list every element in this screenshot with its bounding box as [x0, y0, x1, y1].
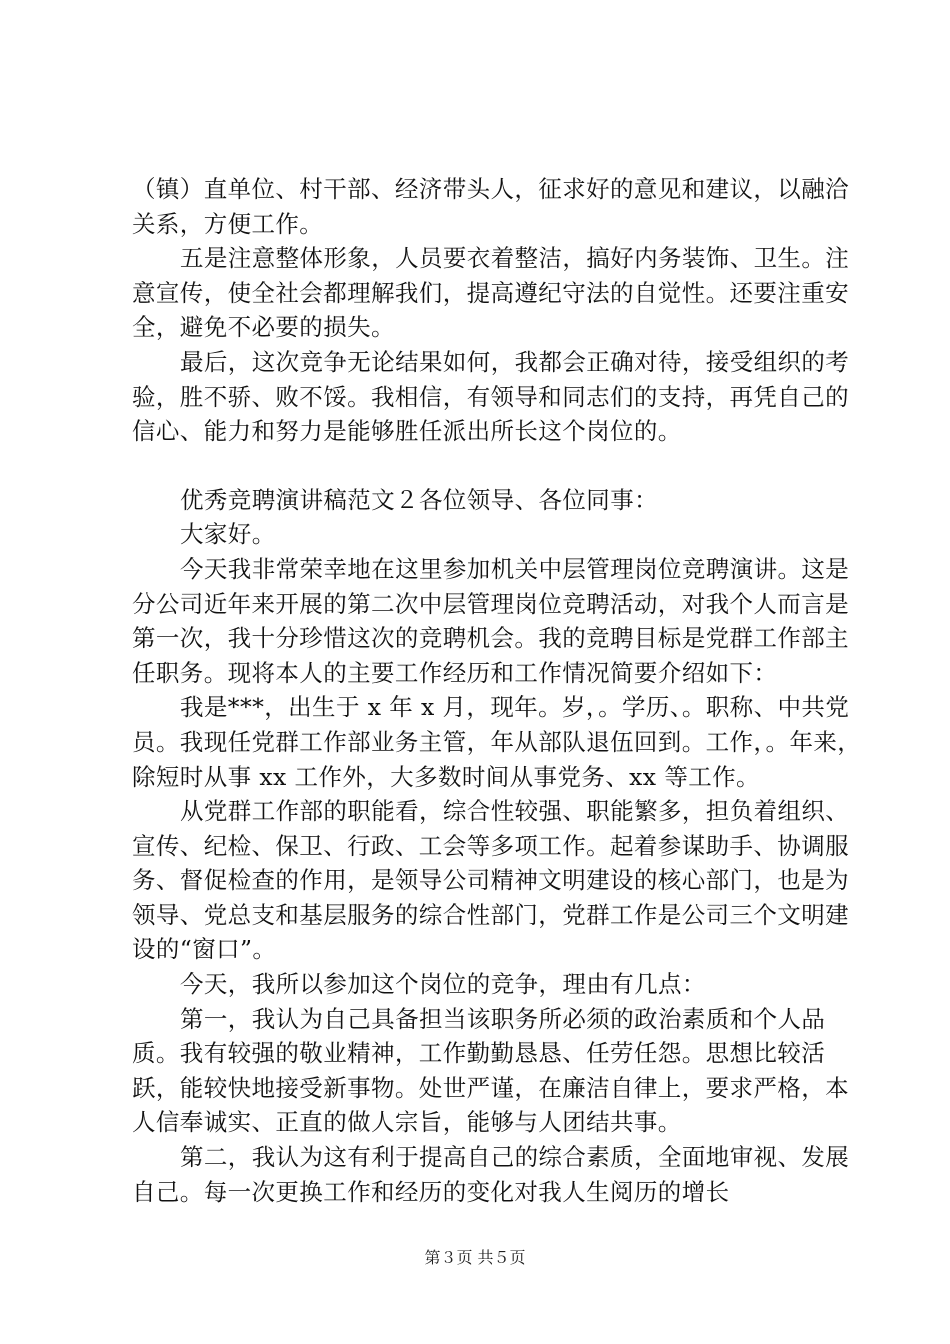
paragraph: 我是***，出生于 x 年 x 月，现年。岁，。学历、。职称、中共党员。我现任党群工作部业务主管，年从部队退伍回到。工作，。年来，除短时从事 xx 工作外，大多数时间从事党务、xx 等工作。: [132, 693, 862, 791]
paragraph: 今天我非常荣幸地在这里参加机关中层管理岗位竞聘演讲。这是分公司近年来开展的第二次中层管理岗位竞聘活动，对我个人而言是第一次，我十分珍惜这次的竞聘机会。我的竞聘目标是党群工作部主任职务。现将本人的主要工作经历和工作情况简要介绍如下：: [132, 554, 850, 687]
paragraph: 今天，我所以参加这个岗位的竞争，理由有几点：: [180, 970, 706, 999]
paragraph: （镇）直单位、村干部、经济带头人，征求好的意见和建议，以融洽关系，方便工作。: [132, 175, 849, 238]
paragraph: 最后，这次竞争无论结果如何，我都会正确对待，接受组织的考验，胜不骄、败不馁。我相信，有领导和同志们的支持，再凭自己的信心、能力和努力是能够胜任派出所长这个岗位的。: [132, 347, 850, 446]
paragraph: 五是注意整体形象，人员要衣着整洁，搞好内务装饰、卫生。注意宣传，使全社会都理解我们，提高遵纪守法的自觉性。还要注重安全，避免不必要的损失。: [132, 244, 850, 342]
page-footer: 第３页 共５页: [424, 1248, 526, 1267]
paragraph: 第一，我认为自己具备担当该职务所必须的政治素质和个人品质。我有较强的敬业精神，工作勤勤恳恳、任劳任怨。思想比较活跃，能较快地接受新事物。处世严谨，在廉洁自律上，要求严格，本人信奉诚实、正直的做人宗旨，能够与人团结共事。: [132, 1004, 849, 1137]
paragraph: 第二，我认为这有利于提高自己的综合素质，全面地审视、发展自己。每一次更换工作和经历的变化对我人生阅历的增长: [132, 1143, 850, 1206]
paragraph: 从党群工作部的职能看，综合性较强、职能繁多，担负着组织、宣传、纪检、保卫、行政、工会等多项工作。起着参谋助手、协调服务、督促检查的作用，是领导公司精神文明建设的核心部门，也是为领导、党总支和基层服务的综合性部门，党群工作是公司三个文明建设的“窗口”。: [132, 797, 850, 964]
section-gap: [132, 449, 862, 483]
document-body: [132, 172, 862, 1209]
section-heading: 优秀竞聘演讲稿范文２各位领导、各位同事：: [180, 485, 658, 514]
paragraph: 大家好。: [180, 520, 276, 549]
